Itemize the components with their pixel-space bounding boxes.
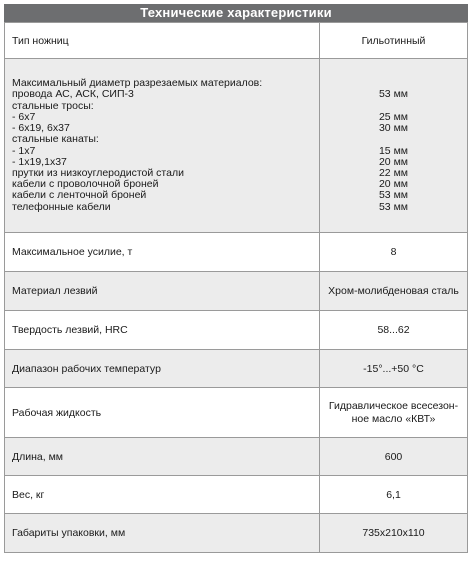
row-label: Вес, кг: [5, 476, 320, 514]
cut-label: Максимальный диаметр разрезаемых материалов:: [12, 77, 263, 90]
row-label: Длина, мм: [5, 438, 320, 476]
table-row: [5, 438, 468, 476]
cut-value: 25 мм: [378, 110, 409, 123]
table-row: [5, 514, 468, 553]
cut-value: 30 мм: [378, 122, 409, 135]
row-label: Рабочая жидкость: [5, 388, 320, 438]
row-value: -15°...+50 °C: [320, 350, 468, 388]
row-value: 58...62: [320, 311, 468, 350]
row-label: Твердость лезвий, HRC: [5, 311, 320, 350]
cut-value: 53 мм: [378, 200, 409, 213]
row-value: [320, 388, 468, 438]
table-row-cut-capacity: [5, 59, 468, 233]
table-row: [5, 233, 468, 272]
cut-label: стальные канаты:: [12, 133, 99, 146]
row-value: 600: [320, 438, 468, 476]
cut-label: - 1x7: [12, 144, 36, 157]
cut-labels: [5, 59, 320, 233]
cut-label: кабели с проволочной броней: [12, 178, 159, 191]
cut-label: - 6x19, 6x37: [12, 122, 70, 135]
row-label: Тип ножниц: [5, 23, 320, 59]
cut-value: 53 мм: [378, 189, 409, 202]
cut-label: прутки из низкоуглеродистой стали: [12, 166, 184, 179]
table-title: Технические характеристики: [4, 4, 468, 22]
cut-label: - 6x7: [12, 110, 36, 123]
spec-table-container: [4, 4, 468, 553]
row-value: Хром-молибденовая сталь: [320, 272, 468, 311]
cut-values: [320, 59, 468, 233]
cut-label: провода АС, АСК, СИП-3: [12, 88, 134, 101]
row-label: Габариты упаковки, мм: [5, 514, 320, 553]
cut-label: стальные тросы:: [12, 99, 94, 112]
row-value: 735x210x110: [320, 514, 468, 553]
row-value: 8: [320, 233, 468, 272]
table-row: [5, 311, 468, 350]
row-label: Максимальное усилие, т: [5, 233, 320, 272]
cut-label: телефонные кабели: [12, 200, 111, 213]
row-value: 6,1: [320, 476, 468, 514]
cut-label: кабели с ленточной броней: [12, 189, 147, 202]
row-label: Диапазон рабочих температур: [5, 350, 320, 388]
row-value-line: ное масло «КВТ»: [351, 412, 436, 425]
cut-value: 20 мм: [378, 155, 409, 168]
row-label: Материал лезвий: [5, 272, 320, 311]
cut-value: 15 мм: [378, 144, 409, 157]
table-row: [5, 23, 468, 59]
table-row: [5, 350, 468, 388]
row-value: Гильотинный: [320, 23, 468, 59]
row-value-line: Гидравлическое всесезон-: [328, 399, 459, 412]
cut-value: 53 мм: [378, 88, 409, 101]
cut-label: - 1x19,1x37: [12, 155, 67, 168]
cut-value: [327, 134, 460, 145]
spec-table: [4, 22, 468, 553]
cut-value: 20 мм: [378, 178, 409, 191]
table-row: [5, 272, 468, 311]
table-row: [5, 476, 468, 514]
table-row: [5, 388, 468, 438]
cut-value: 22 мм: [378, 166, 409, 179]
